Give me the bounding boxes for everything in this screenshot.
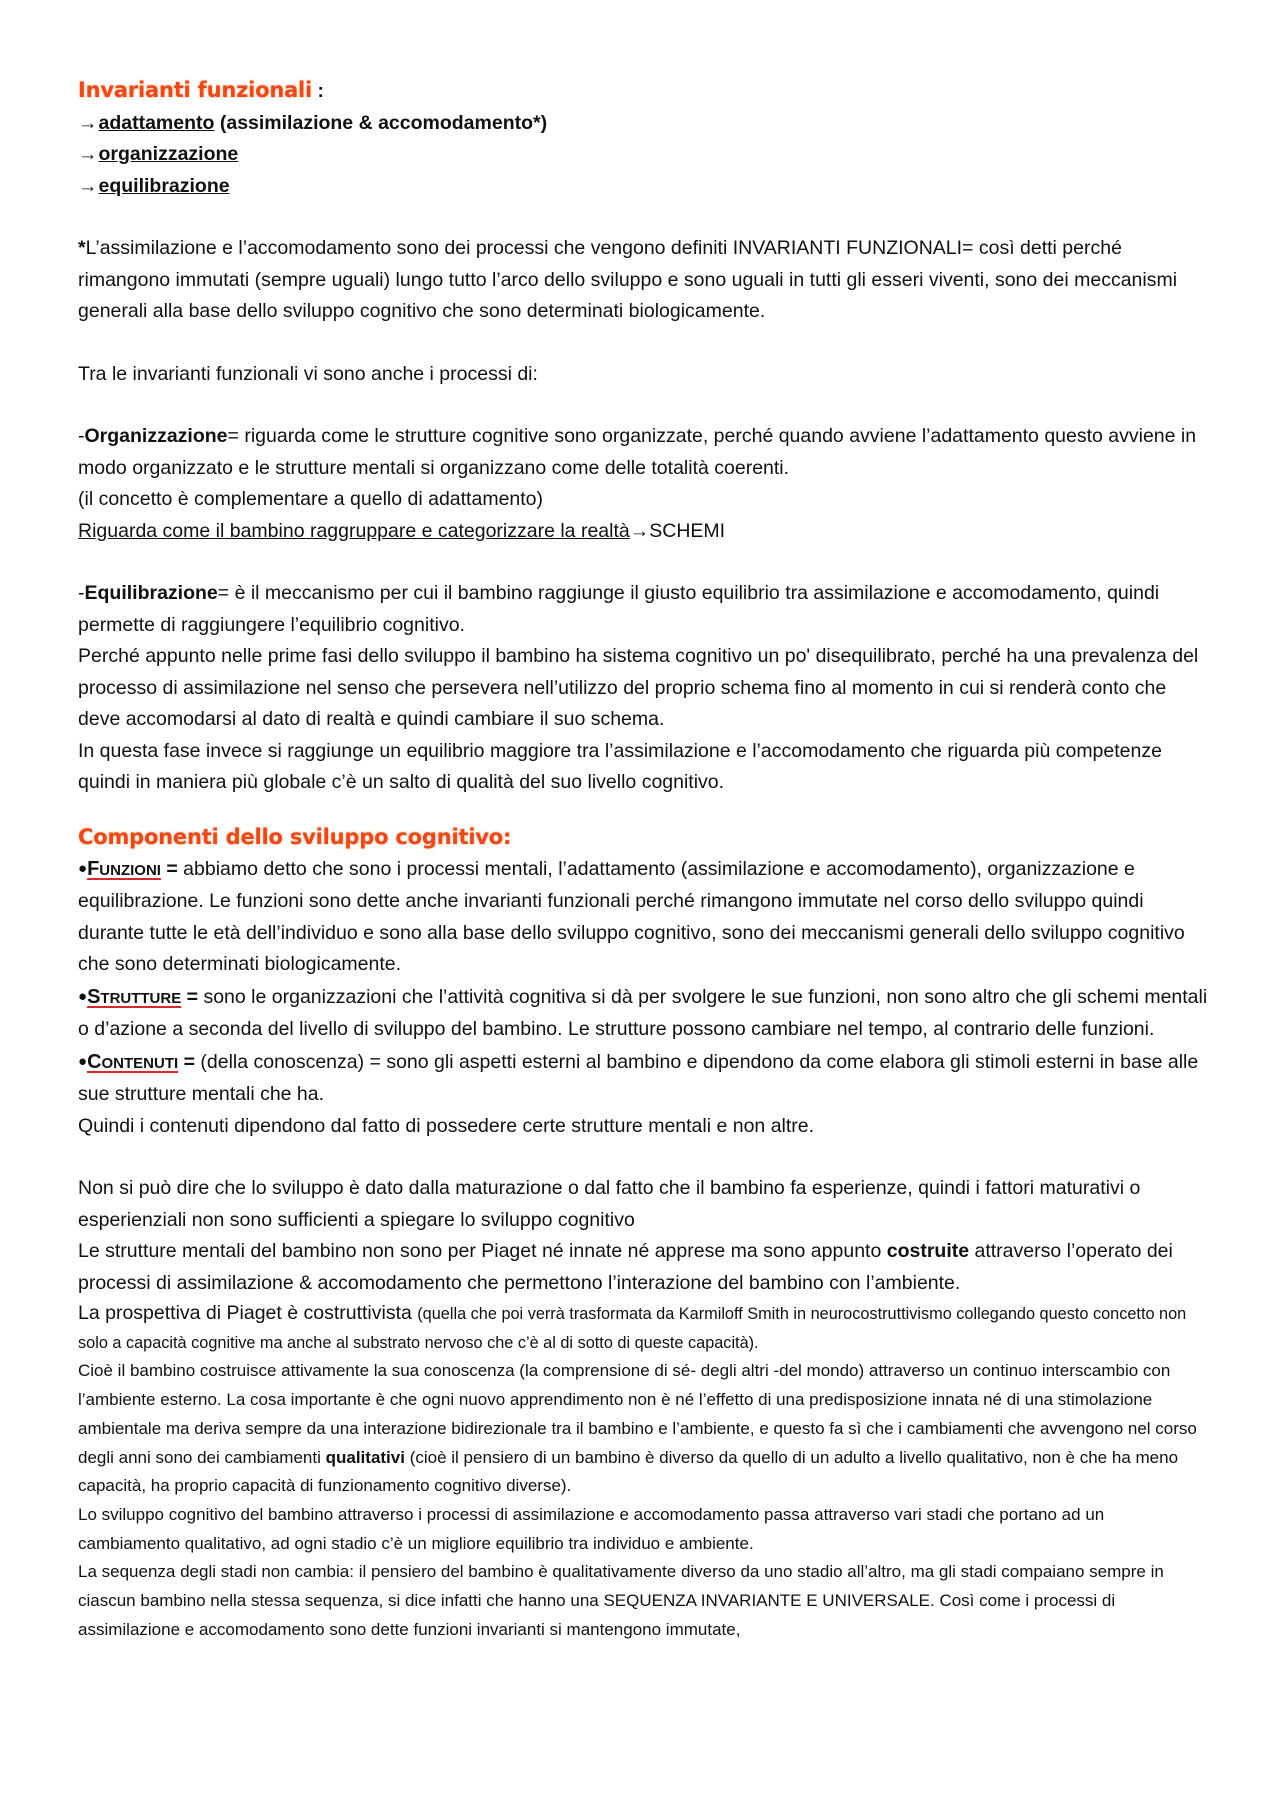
equals-sign: =	[178, 1050, 195, 1073]
organizzazione-paragraph	[78, 421, 1208, 484]
arrow-right-icon: →	[78, 143, 98, 165]
arrow-right-icon: →	[78, 174, 98, 197]
component-text: (della conoscenza) = sono gli aspetti esterni al bambino e dipendono da come elabora gli stimoli esterni in base alle sue strutture mentali che ha.	[78, 1050, 1199, 1105]
term-equilibrazione: Equilibrazione	[84, 582, 218, 604]
equilibrazione-para2: Perché appunto nelle prime fasi dello sviluppo il bambino ha sistema cognitivo un po' disequilibrato, perché ha una prevalenza del processo di assimilazione nel senso che persevera nell’utilizzo del proprio schema fino al momento in cui si renderà conto che deve accomodarsi al dato di realtà e quindi cambiare il suo schema.	[78, 645, 1199, 730]
heading-colon: :	[317, 80, 324, 102]
schemi-label: SCHEMI	[649, 519, 726, 542]
intro-paragraph: Tra le invarianti funzionali vi sono anche i processi di:	[78, 362, 538, 385]
after-components: Quindi i contenuti dipendono dal fatto di possedere certe strutture mentali e non altre.	[78, 1114, 815, 1137]
item-label: equilibrazione	[98, 174, 230, 197]
label-contenuti: CONTENUTI	[87, 1050, 179, 1073]
note-paragraph	[78, 233, 1208, 328]
list-item-organizzazione	[78, 139, 1208, 171]
heading-invarianti-funzionali: Invarianti funzionali	[78, 78, 313, 102]
equals-sign: =	[181, 985, 199, 1008]
note-text: L’assimilazione e l’accomodamento sono dei processi che vengono definiti INVARIANTI FUNZIONALI= così detti perché rimangono immutati (sempre uguali) lungo tutto l’arco dello sviluppo e sono uguali in tutti gli esseri viventi, sono dei meccanismi generali alla base dello sviluppo cognitivo che sono determinati biologicamente.	[78, 237, 1178, 322]
component-text: abbiamo detto che sono i processi mentali, l’adattamento (assimilazione e accomodamento), organizzazione e equilibrazione. Le funzioni sono dette anche invarianti funzionali perché rimangono immutate nel corso dello sviluppo quindi durante tutte le età dell’individuo e sono alla base dello sviluppo cognitivo, sono dei meccanismi generali dello sviluppo cognitivo che sono determinati biologicamente.	[78, 857, 1185, 975]
dash: -	[78, 425, 85, 447]
closing-p3: La prospettiva di Piaget è costruttivista (quella che poi verrà trasformata da Karmiloff Smith in neurocostruttivismo collegando questo concetto non solo a capacità cognitive ma anche al substrato nervoso che c’è al di sotto di queste capacità).	[78, 1302, 1187, 1352]
bullet-icon: ●	[78, 859, 88, 877]
equals-sign: =	[160, 857, 178, 880]
small-text-block	[78, 1299, 1208, 1644]
dash: -	[78, 582, 85, 604]
closing-p1: Non si può dire che lo sviluppo è dato dalla maturazione o dal fatto che il bambino fa esperienze, quindi i fattori maturativi o esperienziali non sono sufficienti a spiegare lo sviluppo cognitivo	[78, 1177, 1141, 1231]
underlined-text: Riguarda come il bambino raggruppare e categorizzare la realtà	[78, 519, 630, 542]
term-organizzazione: Organizzazione	[84, 425, 228, 447]
component-contenuti	[78, 1046, 1208, 1111]
organizzazione-text: = riguarda come le strutture cognitive sono organizzate, perché quando avviene l’adattamento questo avviene in modo organizzato e le strutture mentali si organizzano come delle totalità coerenti.	[78, 425, 1197, 479]
heading-componenti: Componenti dello sviluppo cognitivo:	[78, 824, 512, 849]
organizzazione-line3	[78, 516, 1208, 548]
equilibrazione-para3: In questa fase invece si raggiunge un equilibrio maggiore tra l’assimilazione e l’accomodamento che riguarda più competenze quindi in maniera più globale c’è un salto di qualità del suo livello cognitivo.	[78, 739, 1162, 793]
label-strutture: STRUTTURE	[87, 985, 182, 1008]
list-item-adattamento	[78, 108, 1208, 140]
bullet-icon: ●	[78, 987, 88, 1005]
bullet-icon: ●	[78, 1052, 88, 1070]
arrow-right-icon: →	[629, 519, 650, 542]
equilibrazione-text: = è il meccanismo per cui il bambino raggiunge il giusto equilibrio tra assimilazione e accomodamento, quindi permette di raggiungere l’equilibrio cognitivo.	[78, 582, 1160, 636]
section-invarianti-heading	[78, 74, 1208, 108]
component-text: sono le organizzazioni che l’attività cognitiva si dà per svolgere le sue funzioni, non sono altro che gli schemi mentali o d’azione a seconda del livello di sviluppo del bambino. Le strutture possono cambiare nel tempo, al contrario delle funzioni.	[78, 985, 1208, 1040]
closing-p4: Cioè il bambino costruisce attivamente la sua conoscenza (la comprensione di sé- degli altri -del mondo) attraverso un continuo interscambio con l’ambiente esterno. La cosa importante è che ogni nuovo apprendimento non è né l’effetto di una predisposizione innata né di una stimolazione ambientale ma deriva sempre da una interazione bidirezionale tra il bambino e l’ambiente, e questo fa sì che i cambiamenti che avvengono nel corso degli anni sono dei cambiamenti qualitativi (cioè il pensiero di un bambino è diverso da quello di un adulto a livello qualitativo, non è che ha meno capacità, ha proprio capacità di funzionamento cognitivo diverse).	[78, 1361, 1197, 1496]
organizzazione-line2: (il concetto è complementare a quello di adattamento)	[78, 488, 544, 510]
item-label: adattamento	[98, 111, 215, 134]
closing-p2: Le strutture mentali del bambino non sono per Piaget né innate né apprese ma sono appunto costruite attraverso l’operato dei processi di assimilazione & accomodamento che permettono l’interazione del bambino con l’ambiente.	[78, 1240, 1173, 1294]
document-page	[78, 74, 1208, 1644]
component-funzioni	[78, 853, 1208, 981]
bold-qualitativi: qualitativi	[325, 1447, 405, 1467]
note-star: *	[78, 237, 86, 259]
bold-costruite: costruite	[886, 1240, 970, 1262]
label-funzioni: FUNZIONI	[87, 857, 161, 880]
closing-p6: La sequenza degli stadi non cambia: il pensiero del bambino è qualitativamente diverso da uno stadio all’altro, ma gli stadi compaiano sempre in ciascun bambino nella stessa sequenza, si dice infatti che hanno una SEQUENZA INVARIANTE E UNIVERSALE. Così come i processi di assimilazione e accomodamento sono dette funzioni invarianti si mantengono immutate,	[78, 1562, 1164, 1639]
item-label: organizzazione	[98, 143, 239, 165]
arrow-right-icon: →	[78, 111, 98, 134]
item-extra: (assimilazione & accomodamento*)	[214, 111, 548, 134]
closing-p5: Lo sviluppo cognitivo del bambino attraverso i processi di assimilazione e accomodamento passa attraverso vari stadi che portano ad un cambiamento qualitativo, ad ogni stadio c’è un migliore equilibrio tra individuo e ambiente.	[78, 1504, 1105, 1553]
equilibrazione-paragraph	[78, 578, 1208, 641]
list-item-equilibrazione	[78, 171, 1208, 203]
component-strutture	[78, 981, 1208, 1046]
